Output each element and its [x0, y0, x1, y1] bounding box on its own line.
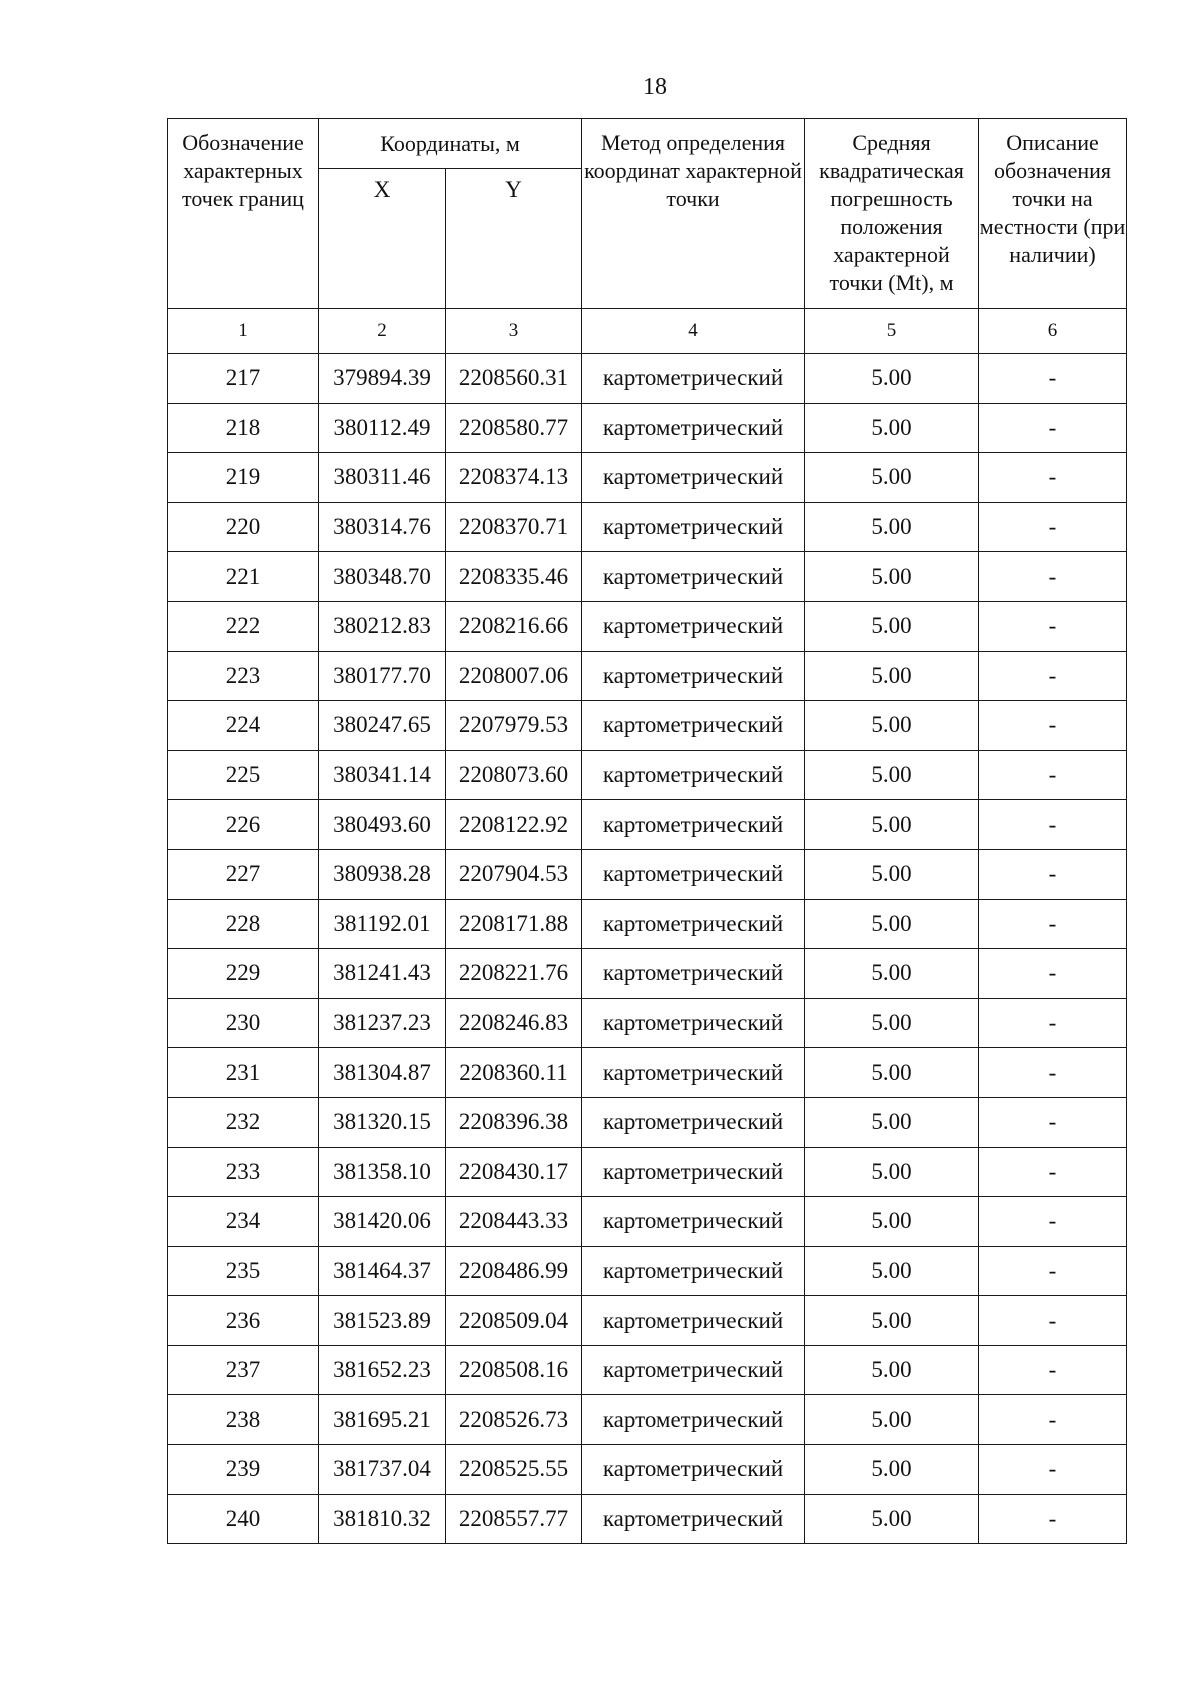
cell-method: картометрический — [582, 601, 805, 651]
cell-x: 381810.32 — [319, 1494, 446, 1544]
cell-method: картометрический — [582, 849, 805, 899]
cell-description: - — [979, 1345, 1127, 1395]
cell-method: картометрический — [582, 1097, 805, 1147]
cell-error: 5.00 — [805, 1345, 979, 1395]
cell-description: - — [979, 701, 1127, 751]
header-x: X — [319, 169, 446, 309]
cell-point: 224 — [168, 701, 319, 751]
table-row — [168, 1197, 1127, 1247]
cell-y: 2208370.71 — [446, 502, 582, 552]
cell-description: - — [979, 1494, 1127, 1544]
cell-method: картометрический — [582, 750, 805, 800]
boundary-points-table — [167, 118, 1127, 1544]
cell-y: 2207904.53 — [446, 849, 582, 899]
cell-description: - — [979, 1395, 1127, 1445]
cell-description: - — [979, 453, 1127, 503]
cell-point: 229 — [168, 949, 319, 999]
cell-point: 220 — [168, 502, 319, 552]
cell-error: 5.00 — [805, 651, 979, 701]
cell-description: - — [979, 849, 1127, 899]
cell-x: 379894.39 — [319, 354, 446, 404]
cell-y: 2208171.88 — [446, 899, 582, 949]
column-number: 1 — [168, 309, 319, 354]
cell-y: 2208526.73 — [446, 1395, 582, 1445]
cell-x: 381523.89 — [319, 1296, 446, 1346]
cell-y: 2208443.33 — [446, 1197, 582, 1247]
cell-x: 380177.70 — [319, 651, 446, 701]
table-row — [168, 403, 1127, 453]
cell-point: 239 — [168, 1445, 319, 1495]
cell-y: 2208360.11 — [446, 1048, 582, 1098]
cell-method: картометрический — [582, 899, 805, 949]
cell-y: 2208221.76 — [446, 949, 582, 999]
cell-x: 380493.60 — [319, 800, 446, 850]
cell-method: картометрический — [582, 701, 805, 751]
cell-error: 5.00 — [805, 800, 979, 850]
cell-error: 5.00 — [805, 601, 979, 651]
cell-point: 240 — [168, 1494, 319, 1544]
cell-method: картометрический — [582, 1345, 805, 1395]
cell-description: - — [979, 949, 1127, 999]
cell-x: 380112.49 — [319, 403, 446, 453]
column-number: 2 — [319, 309, 446, 354]
cell-y: 2208509.04 — [446, 1296, 582, 1346]
cell-x: 380212.83 — [319, 601, 446, 651]
cell-x: 380311.46 — [319, 453, 446, 503]
cell-point: 233 — [168, 1147, 319, 1197]
cell-point: 219 — [168, 453, 319, 503]
cell-error: 5.00 — [805, 949, 979, 999]
header-coordinates: Координаты, м — [319, 119, 582, 169]
cell-error: 5.00 — [805, 552, 979, 602]
cell-error: 5.00 — [805, 1296, 979, 1346]
cell-y: 2208246.83 — [446, 998, 582, 1048]
cell-description: - — [979, 800, 1127, 850]
cell-point: 222 — [168, 601, 319, 651]
cell-x: 381304.87 — [319, 1048, 446, 1098]
column-numbers-row — [168, 309, 1127, 354]
cell-point: 217 — [168, 354, 319, 404]
cell-method: картометрический — [582, 453, 805, 503]
cell-point: 221 — [168, 552, 319, 602]
cell-y: 2208335.46 — [446, 552, 582, 602]
cell-y: 2208216.66 — [446, 601, 582, 651]
cell-description: - — [979, 750, 1127, 800]
cell-point: 227 — [168, 849, 319, 899]
cell-y: 2208486.99 — [446, 1246, 582, 1296]
table-row — [168, 849, 1127, 899]
cell-error: 5.00 — [805, 998, 979, 1048]
table-row — [168, 1494, 1127, 1544]
table-body — [168, 354, 1127, 1544]
cell-method: картометрический — [582, 1048, 805, 1098]
cell-point: 223 — [168, 651, 319, 701]
page-number: 18 — [643, 74, 667, 100]
table-row — [168, 1147, 1127, 1197]
cell-description: - — [979, 354, 1127, 404]
cell-method: картометрический — [582, 800, 805, 850]
cell-error: 5.00 — [805, 453, 979, 503]
column-number: 6 — [979, 309, 1127, 354]
header-point: Обозначение характерных точек границ — [168, 119, 319, 309]
header-description: Описание обозначения точки на местности (при наличии) — [979, 119, 1127, 309]
header-method: Метод определения координат характерной точки — [582, 119, 805, 309]
cell-error: 5.00 — [805, 849, 979, 899]
cell-point: 236 — [168, 1296, 319, 1346]
cell-method: картометрический — [582, 998, 805, 1048]
table-header — [168, 119, 1127, 354]
cell-description: - — [979, 1197, 1127, 1247]
cell-x: 381464.37 — [319, 1246, 446, 1296]
cell-point: 234 — [168, 1197, 319, 1247]
cell-y: 2207979.53 — [446, 701, 582, 751]
cell-error: 5.00 — [805, 1097, 979, 1147]
cell-y: 2208580.77 — [446, 403, 582, 453]
cell-error: 5.00 — [805, 1494, 979, 1544]
cell-x: 381320.15 — [319, 1097, 446, 1147]
cell-method: картометрический — [582, 1395, 805, 1445]
cell-method: картометрический — [582, 502, 805, 552]
cell-point: 226 — [168, 800, 319, 850]
column-number: 5 — [805, 309, 979, 354]
cell-y: 2208560.31 — [446, 354, 582, 404]
header-error: Средняя квадратическая погрешность положения характерной точки (Mt), м — [805, 119, 979, 309]
table-row — [168, 651, 1127, 701]
table-row — [168, 701, 1127, 751]
cell-point: 231 — [168, 1048, 319, 1098]
table-row — [168, 1395, 1127, 1445]
cell-y: 2208508.16 — [446, 1345, 582, 1395]
cell-description: - — [979, 1048, 1127, 1098]
cell-method: картометрический — [582, 949, 805, 999]
cell-x: 381420.06 — [319, 1197, 446, 1247]
table-row — [168, 800, 1127, 850]
cell-error: 5.00 — [805, 1246, 979, 1296]
cell-point: 225 — [168, 750, 319, 800]
cell-error: 5.00 — [805, 750, 979, 800]
table-row — [168, 949, 1127, 999]
cell-method: картометрический — [582, 1147, 805, 1197]
cell-error: 5.00 — [805, 403, 979, 453]
cell-x: 380348.70 — [319, 552, 446, 602]
cell-method: картометрический — [582, 1246, 805, 1296]
cell-description: - — [979, 403, 1127, 453]
cell-point: 218 — [168, 403, 319, 453]
table-row — [168, 1048, 1127, 1098]
cell-error: 5.00 — [805, 701, 979, 751]
cell-point: 237 — [168, 1345, 319, 1395]
cell-x: 381241.43 — [319, 949, 446, 999]
column-number: 3 — [446, 309, 582, 354]
cell-x: 381737.04 — [319, 1445, 446, 1495]
cell-error: 5.00 — [805, 1395, 979, 1445]
cell-description: - — [979, 552, 1127, 602]
cell-description: - — [979, 651, 1127, 701]
cell-x: 381652.23 — [319, 1345, 446, 1395]
table-row — [168, 1246, 1127, 1296]
cell-method: картометрический — [582, 552, 805, 602]
cell-x: 380314.76 — [319, 502, 446, 552]
table-row — [168, 1445, 1127, 1495]
cell-y: 2208073.60 — [446, 750, 582, 800]
table-row — [168, 552, 1127, 602]
cell-y: 2208122.92 — [446, 800, 582, 850]
cell-x: 380938.28 — [319, 849, 446, 899]
cell-error: 5.00 — [805, 1147, 979, 1197]
header-y: Y — [446, 169, 582, 309]
cell-x: 381358.10 — [319, 1147, 446, 1197]
cell-error: 5.00 — [805, 1445, 979, 1495]
cell-description: - — [979, 601, 1127, 651]
cell-point: 230 — [168, 998, 319, 1048]
cell-point: 228 — [168, 899, 319, 949]
cell-x: 381192.01 — [319, 899, 446, 949]
cell-error: 5.00 — [805, 1048, 979, 1098]
cell-method: картометрический — [582, 403, 805, 453]
cell-error: 5.00 — [805, 899, 979, 949]
cell-description: - — [979, 1097, 1127, 1147]
cell-y: 2208525.55 — [446, 1445, 582, 1495]
table-row — [168, 502, 1127, 552]
table-row — [168, 1097, 1127, 1147]
cell-description: - — [979, 1296, 1127, 1346]
cell-error: 5.00 — [805, 354, 979, 404]
cell-description: - — [979, 1246, 1127, 1296]
table-row — [168, 354, 1127, 404]
cell-error: 5.00 — [805, 1197, 979, 1247]
cell-y: 2208374.13 — [446, 453, 582, 503]
table-row — [168, 998, 1127, 1048]
column-number: 4 — [582, 309, 805, 354]
cell-description: - — [979, 998, 1127, 1048]
cell-y: 2208430.17 — [446, 1147, 582, 1197]
cell-x: 381695.21 — [319, 1395, 446, 1445]
cell-point: 238 — [168, 1395, 319, 1445]
cell-method: картометрический — [582, 1494, 805, 1544]
cell-description: - — [979, 502, 1127, 552]
table-row — [168, 601, 1127, 651]
cell-description: - — [979, 1445, 1127, 1495]
table-row — [168, 453, 1127, 503]
cell-y: 2208396.38 — [446, 1097, 582, 1147]
cell-y: 2208557.77 — [446, 1494, 582, 1544]
cell-point: 235 — [168, 1246, 319, 1296]
table-row — [168, 750, 1127, 800]
cell-point: 232 — [168, 1097, 319, 1147]
table-row — [168, 1345, 1127, 1395]
table-row — [168, 1296, 1127, 1346]
cell-method: картометрический — [582, 1296, 805, 1346]
cell-y: 2208007.06 — [446, 651, 582, 701]
cell-method: картометрический — [582, 1197, 805, 1247]
cell-method: картометрический — [582, 1445, 805, 1495]
cell-x: 381237.23 — [319, 998, 446, 1048]
cell-method: картометрический — [582, 354, 805, 404]
cell-x: 380341.14 — [319, 750, 446, 800]
table-row — [168, 899, 1127, 949]
cell-error: 5.00 — [805, 502, 979, 552]
cell-method: картометрический — [582, 651, 805, 701]
cell-description: - — [979, 899, 1127, 949]
cell-x: 380247.65 — [319, 701, 446, 751]
cell-description: - — [979, 1147, 1127, 1197]
